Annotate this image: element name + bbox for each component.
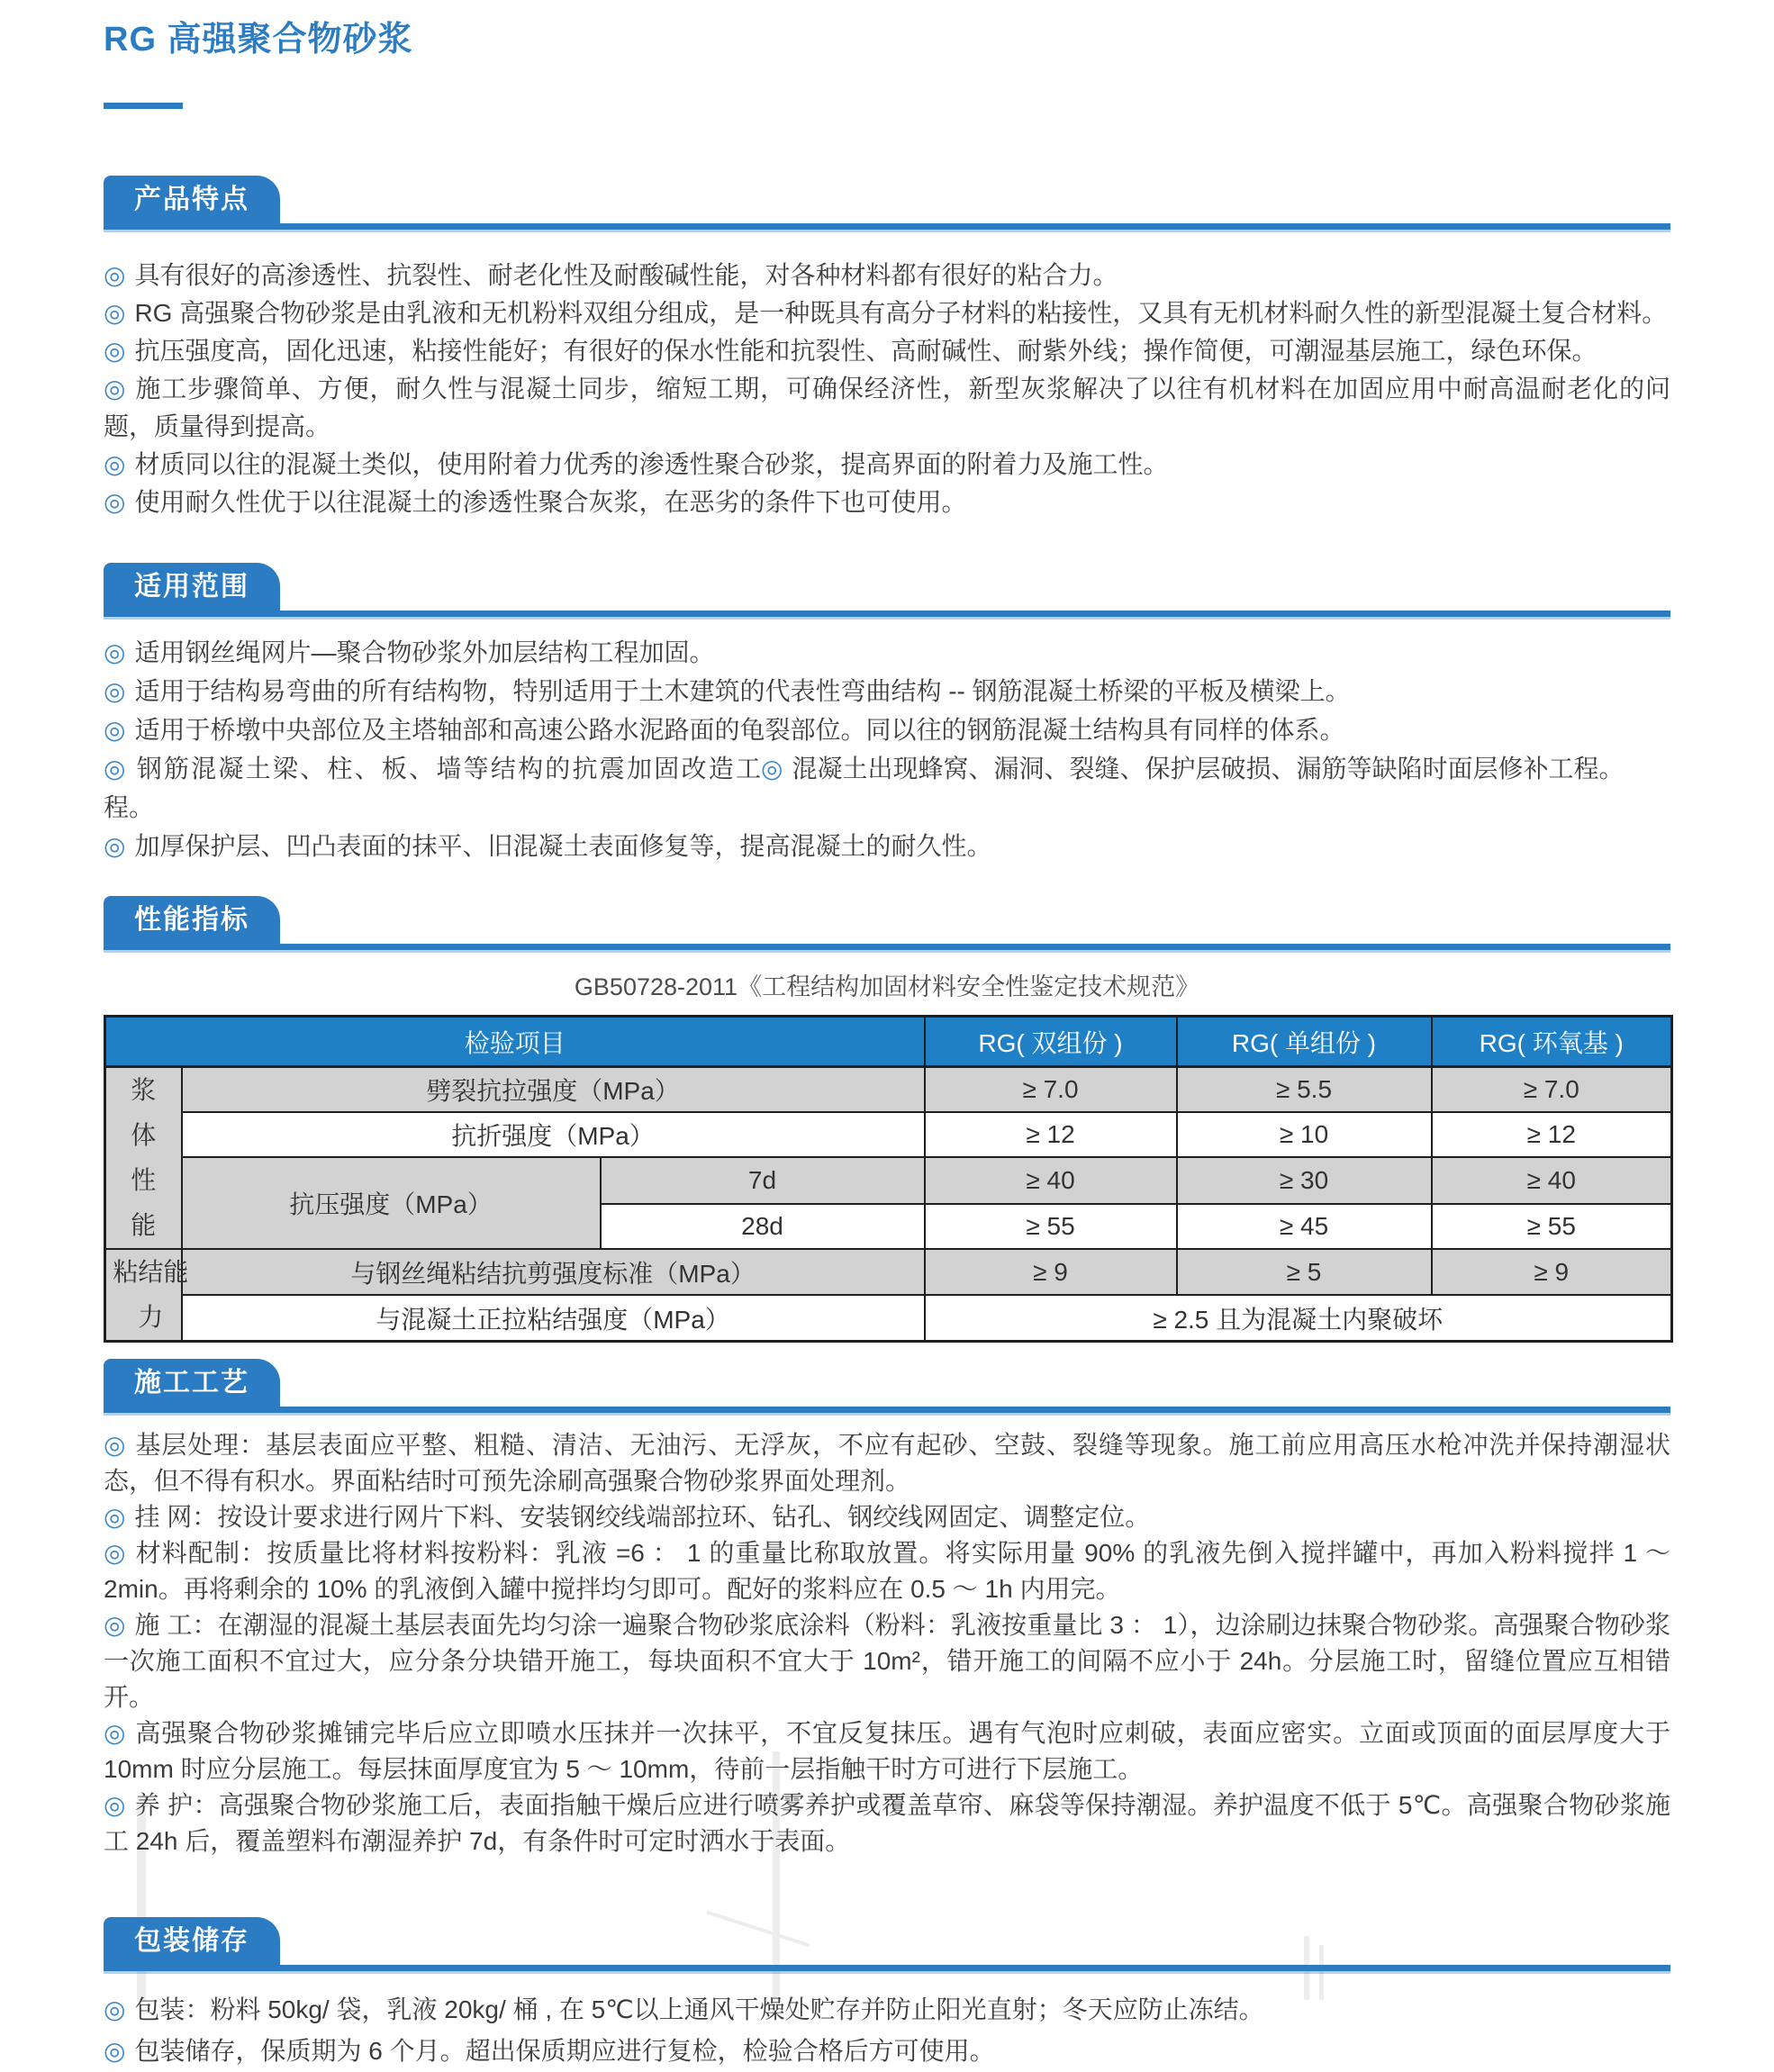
bullet-icon: ◎ — [104, 337, 126, 365]
construction-text: 基层处理：基层表面应平整、粗糙、清洁、无油污、无浮灰，不应有起砂、空鼓、裂缝等现象。施工前应用高压水枪冲洗并保持潮湿状态，但不得有积水。界面粘结时可预先涂刷高强聚合物砂浆界面处理剂。 — [104, 1431, 1670, 1495]
row-label: 与钢丝绳粘结抗剪强度标准（MPa） — [182, 1249, 925, 1295]
bullet-icon: ◎ — [104, 488, 126, 516]
feature-text: 使用耐久性优于以往混凝土的渗透性聚合灰浆，在恶劣的条件下也可使用。 — [134, 488, 967, 516]
cell-value-merged: ≥ 2.5 且为混凝土内聚破坏 — [925, 1295, 1672, 1341]
list-item — [104, 1535, 1670, 1607]
list-item — [104, 1499, 1670, 1535]
list-item — [104, 1787, 1670, 1859]
bullet-icon: ◎ — [761, 755, 783, 783]
feature-text: 具有很好的高渗透性、抗裂性、耐老化性及耐酸碱性能，对各种材料都有很好的粘合力。 — [134, 261, 1118, 289]
list-item — [104, 1427, 1670, 1499]
title-underline — [104, 103, 183, 109]
feature-text: 材质同以往的混凝土类似，使用附着力优秀的渗透性聚合砂浆，提高界面的附着力及施工性。 — [134, 450, 1169, 478]
section-performance — [104, 896, 1670, 1343]
cell-value: ≥ 9 — [1432, 1249, 1672, 1295]
features-list — [104, 257, 1670, 521]
bullet-icon: ◎ — [104, 716, 126, 744]
col-header-rge: RG( 环氧基 ) — [1432, 1017, 1672, 1067]
row-label-compressive: 抗压强度（MPa） — [182, 1157, 601, 1250]
row-group-bonding: 粘结能力 — [105, 1249, 182, 1342]
cell-value: ≥ 12 — [925, 1112, 1177, 1157]
cell-value: ≥ 30 — [1177, 1157, 1432, 1205]
cell-value: ≥ 10 — [1177, 1112, 1432, 1157]
scope-text: 钢筋混凝土梁、柱、板、墙等结构的抗震加固改造工程。 — [104, 755, 761, 821]
bullet-icon: ◎ — [104, 375, 127, 403]
cell-value: ≥ 7.0 — [925, 1067, 1177, 1112]
section-header-scope — [104, 563, 1670, 617]
storage-text: 包装：粉料 50kg/ 袋，乳液 20kg/ 桶 , 在 5℃以上通风干燥处贮存并防止阳光直射；冬天应防止冻结。 — [134, 1995, 1264, 2023]
list-item — [104, 827, 1670, 865]
construction-text: 高强聚合物砂浆摊铺完毕后应立即喷水压抹并一次抹平，不宜反复抹压。遇有气泡时应刺破，表面应密实。立面或顶面的面层厚度大于 10mm 时应分层施工。每层抹面厚度宜为 5 ～ 10mm，待前一层指触干时方可进行下层施工。 — [104, 1719, 1670, 1783]
section-construction — [104, 1359, 1670, 1859]
row-label: 与混凝土正拉粘结强度（MPa） — [182, 1295, 925, 1341]
scope-text: 适用于桥墩中央部位及主塔轴部和高速公路水泥路面的龟裂部位。同以往的钢筋混凝土结构具有同样的体系。 — [134, 716, 1345, 744]
scope-text: 混凝土出现蜂窝、漏洞、裂缝、保护层破损、漏筋等缺陷时面层修补工程。 — [792, 755, 1625, 783]
section-heading-features: 产品特点 — [104, 176, 280, 223]
cell-value: ≥ 9 — [925, 1249, 1177, 1295]
table-row — [105, 1295, 1672, 1341]
bullet-icon: ◎ — [104, 1611, 126, 1639]
list-item-dual — [104, 749, 1670, 827]
bullet-icon: ◎ — [104, 450, 126, 478]
scope-text: 适用于结构易弯曲的所有结构物，特别适用于土木建筑的代表性弯曲结构 -- 钢筋混凝土桥梁的平板及横梁上。 — [134, 677, 1351, 705]
list-item — [104, 257, 1670, 294]
cell-value: ≥ 5 — [1177, 1249, 1432, 1295]
table-header-row — [105, 1017, 1672, 1067]
scope-list — [104, 633, 1670, 865]
col-header-rg2: RG( 双组份 ) — [925, 1017, 1177, 1067]
list-item — [104, 1989, 1670, 2031]
storage-list — [104, 1989, 1670, 2072]
bullet-icon: ◎ — [104, 261, 126, 289]
section-heading-construction: 施工工艺 — [104, 1359, 280, 1407]
section-heading-scope: 适用范围 — [104, 563, 280, 611]
list-item — [104, 672, 1670, 710]
row-label: 抗折强度（MPa） — [182, 1112, 925, 1157]
col-header-rg1: RG( 单组份 ) — [1177, 1017, 1432, 1067]
bullet-icon: ◎ — [104, 677, 126, 705]
cell-value: ≥ 40 — [1432, 1157, 1672, 1205]
bullet-icon: ◎ — [104, 1719, 127, 1747]
cell-value: ≥ 12 — [1432, 1112, 1672, 1157]
page-title: RG 高强聚合物砂浆 — [104, 21, 413, 59]
cell-value: ≥ 55 — [925, 1204, 1177, 1249]
table-caption: GB50728-2011《工程结构加固材料安全性鉴定技术规范》 — [574, 973, 1200, 1000]
table-row — [105, 1067, 1672, 1112]
section-heading-storage: 包装储存 — [104, 1917, 280, 1965]
table-row — [105, 1112, 1672, 1157]
row-sublabel: 7d — [601, 1157, 925, 1205]
table-row — [105, 1249, 1672, 1295]
list-item — [104, 484, 1670, 521]
storage-text: 包装储存，保质期为 6 个月。超出保质期应进行复检，检验合格后方可使用。 — [134, 2037, 995, 2065]
construction-text: 材料配制：按质量比将材料按粉料：乳液 =6 ： 1 的重量比称取放置。将实际用量 90% 的乳液先倒入搅拌罐中，再加入粉料搅拌 1 ～ 2min。再将剩余的 10% 的乳液倒入罐中搅拌均匀即可。配好的浆料应在 0.5 ～ 1h 内用完。 — [104, 1539, 1670, 1603]
bullet-icon: ◎ — [104, 1503, 126, 1531]
bullet-icon: ◎ — [104, 755, 128, 783]
bullet-icon: ◎ — [104, 1539, 127, 1567]
cell-value: ≥ 45 — [1177, 1204, 1432, 1249]
bullet-icon: ◎ — [104, 2037, 126, 2065]
section-header-performance — [104, 896, 1670, 950]
section-storage — [104, 1917, 1670, 2072]
construction-text: 养 护：高强聚合物砂浆施工后，表面指触干燥后应进行喷雾养护或覆盖草帘、麻袋等保持潮湿。养护温度不低于 5℃。高强聚合物砂浆施工 24h 后，覆盖塑料布潮湿养护 7d，有条件时可定时洒水于表面。 — [104, 1791, 1670, 1855]
list-item — [761, 749, 1670, 827]
row-sublabel: 28d — [601, 1204, 925, 1249]
performance-table — [104, 1015, 1673, 1343]
bullet-icon: ◎ — [104, 1431, 127, 1459]
col-header-item: 检验项目 — [105, 1017, 925, 1067]
list-item — [104, 633, 1670, 672]
section-heading-performance: 性能指标 — [104, 896, 280, 944]
construction-list — [104, 1427, 1670, 1859]
list-item — [104, 332, 1670, 370]
section-scope — [104, 563, 1670, 865]
section-header-construction — [104, 1359, 1670, 1413]
section-header-storage — [104, 1917, 1670, 1971]
list-item — [104, 1607, 1670, 1715]
bullet-icon: ◎ — [104, 638, 126, 666]
feature-text: RG 高强聚合物砂浆是由乳液和无机粉料双组分组成，是一种既具有高分子材料的粘接性，又具有无机材料耐久性的新型混凝土复合材料。 — [134, 299, 1668, 327]
scope-text: 适用钢丝绳网片—聚合物砂浆外加层结构工程加固。 — [134, 638, 715, 666]
cell-value: ≥ 40 — [925, 1157, 1177, 1205]
feature-text: 抗压强度高，固化迅速，粘接性能好；有很好的保水性能和抗裂性、高耐碱性、耐紫外线；操作简便，可潮湿基层施工，绿色环保。 — [134, 337, 1598, 365]
bullet-icon: ◎ — [104, 299, 126, 327]
scope-text: 加厚保护层、凹凸表面的抹平、旧混凝土表面修复等，提高混凝土的耐久性。 — [134, 832, 992, 860]
bullet-icon: ◎ — [104, 1995, 126, 2023]
list-item — [104, 749, 761, 827]
row-group-slurry: 浆体性能 — [105, 1067, 182, 1250]
construction-text: 挂 网：按设计要求进行网片下料、安装钢绞线端部拉环、钻孔、钢绞线网固定、调整定位。 — [134, 1503, 1151, 1531]
list-item — [104, 1715, 1670, 1787]
construction-text: 施 工：在潮湿的混凝土基层表面先均匀涂一遍聚合物砂浆底涂料（粉料：乳液按重量比 3 ： 1），边涂刷边抹聚合物砂浆。高强聚合物砂浆一次施工面积不宜过大，应分条分块错开施工，每块面积不宜大于 10m²，错开施工的间隔不应小于 24h。分层施工时，留缝位置应互相错开。 — [104, 1611, 1670, 1711]
list-item — [104, 294, 1670, 332]
cell-value: ≥ 7.0 — [1432, 1067, 1672, 1112]
list-item — [104, 2031, 1670, 2072]
cell-value: ≥ 5.5 — [1177, 1067, 1432, 1112]
feature-text: 施工步骤简单、方便，耐久性与混凝土同步，缩短工期，可确保经济性，新型灰浆解决了以往有机材料在加固应用中耐高温耐老化的问题，质量得到提高。 — [104, 375, 1670, 440]
bullet-icon: ◎ — [104, 1791, 126, 1819]
list-item — [104, 370, 1670, 446]
cell-value: ≥ 55 — [1432, 1204, 1672, 1249]
list-item — [104, 446, 1670, 484]
list-item — [104, 710, 1670, 749]
row-label: 劈裂抗拉强度（MPa） — [182, 1067, 925, 1112]
section-features — [104, 176, 1670, 521]
bullet-icon: ◎ — [104, 832, 126, 860]
section-header-features — [104, 176, 1670, 230]
table-row — [105, 1157, 1672, 1205]
